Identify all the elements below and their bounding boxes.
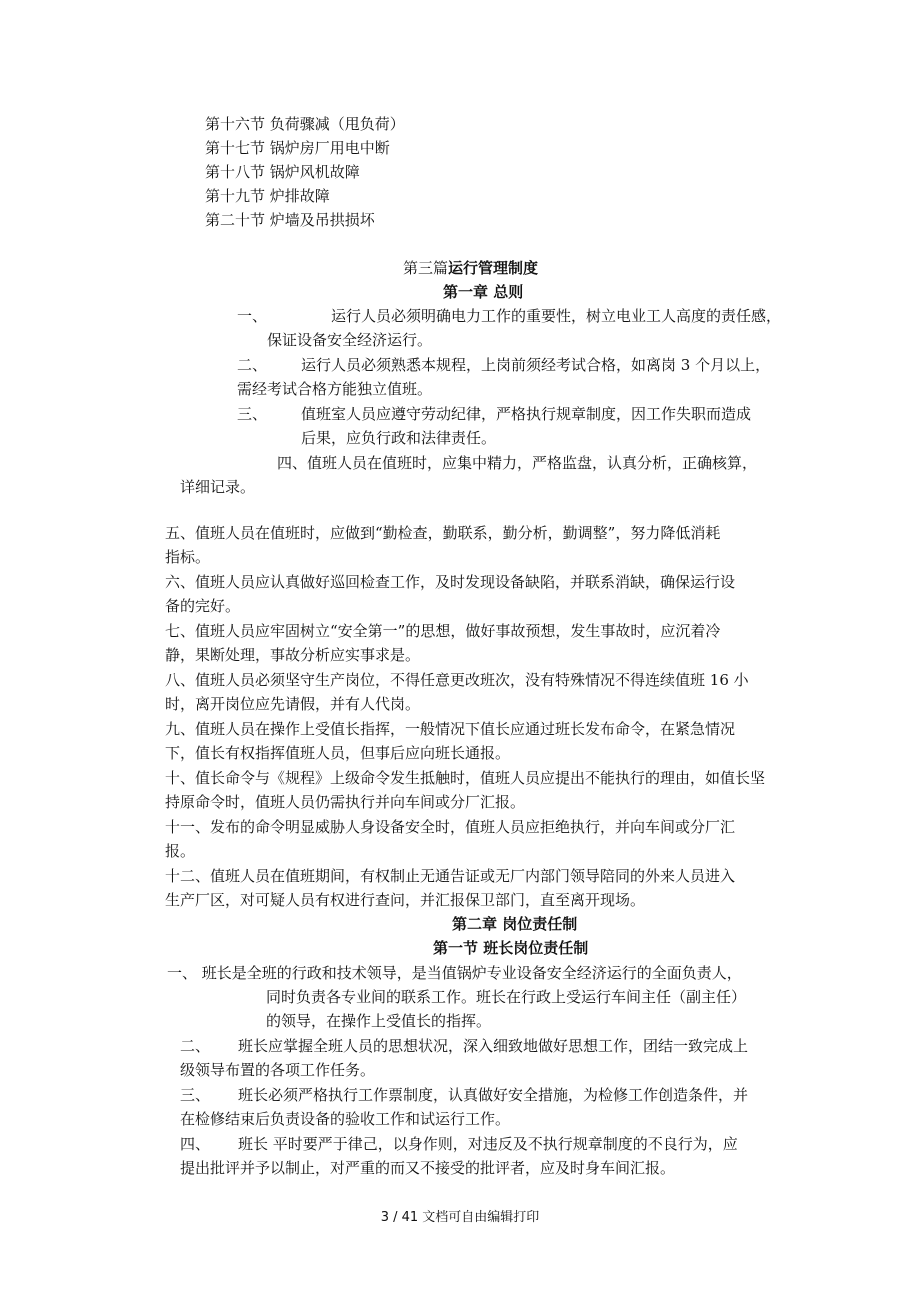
rule-text: 六、值班人员应认真做好巡回检查工作，及时发现设备缺陷，并联系消缺，确保运行设 bbox=[165, 573, 736, 591]
rule-text: 四、值班人员在值班时，应集中精力，严格监盘，认真分析，正确核算， bbox=[277, 454, 758, 472]
chapter-title: 第二章 岗位责任制 bbox=[452, 915, 578, 933]
rule-text: 十、值长命令与《规程》上级命令发生抵触时，值班人员应提出不能执行的理由，如值长坚 bbox=[165, 769, 766, 787]
rule-text: 静，果断处理，事故分析应实事求是。 bbox=[165, 646, 421, 664]
toc-item bbox=[205, 113, 405, 135]
rule-text: 生产厂区，对可疑人员有权进行查问，并汇报保卫部门，直至离开现场。 bbox=[165, 891, 646, 909]
duty-number: 三、 bbox=[180, 1086, 211, 1104]
duty-text: 班长应掌握全班人员的思想状况，深入细致地做好思想工作，团结一致完成上 bbox=[238, 1037, 749, 1055]
rule-text: 保证设备安全经济运行。 bbox=[267, 331, 433, 349]
rule-number: 一、 bbox=[237, 307, 268, 325]
rule-text: 十二、值班人员在值班期间，有权制止无通告证或无厂内部门领导陪同的外来人员进入 bbox=[165, 867, 736, 885]
rule-text: 需经考试合格方能独立值班。 bbox=[237, 380, 433, 398]
rule-number: 二、 bbox=[237, 356, 268, 374]
rule-text: 报。 bbox=[165, 842, 196, 860]
toc-section: 第二十节 bbox=[205, 211, 266, 229]
duty-text: 提出批评并予以制止，对严重的而又不接受的批评者，应及时身车间汇报。 bbox=[180, 1159, 676, 1177]
duty-text: 一、 班长是全班的行政和技术领导，是当值锅炉专业设备安全经济运行的全面负责人， bbox=[167, 964, 742, 982]
duty-text: 在检修结束后负责设备的验收工作和试运行工作。 bbox=[180, 1110, 511, 1128]
duty-text: 的领导，在操作上受值长的指挥。 bbox=[266, 1012, 492, 1030]
rule-text: 后果，应负行政和法律责任。 bbox=[301, 429, 497, 447]
toc-title: 炉排故障 bbox=[269, 187, 330, 205]
rule-text: 详细记录。 bbox=[180, 478, 256, 496]
rule-text: 五、值班人员在值班时，应做到“勤检查，勤联系，勤分析，勤调整”，努力降低消耗 bbox=[165, 524, 721, 542]
rule-text: 运行人员必须明确电力工作的重要性，树立电业工人高度的责任感， bbox=[331, 307, 782, 325]
duty-text: 级领导布置的各项工作任务。 bbox=[180, 1061, 376, 1079]
rule-text: 八、值班人员必须坚守生产岗位，不得任意更改班次，没有特殊情况不得连续值班 16 小 bbox=[165, 671, 749, 689]
rule-text: 指标。 bbox=[165, 548, 211, 566]
page-footer: 3 / 41 文档可自由编辑打印 bbox=[380, 1210, 540, 1225]
rule-text: 备的完好。 bbox=[165, 597, 241, 615]
rule-text: 下，值长有权指挥值班人员，但事后应向班长通报。 bbox=[165, 744, 511, 762]
toc-item bbox=[205, 161, 360, 183]
duty-text: 班长 平时要严于律己，以身作则，对违反及不执行规章制度的不良行为，应 bbox=[238, 1135, 738, 1153]
toc-section: 第十九节 bbox=[205, 187, 266, 205]
toc-title: 炉墙及吊拱损坏 bbox=[269, 211, 375, 229]
rule-text: 九、值班人员在操作上受值长指挥，一般情况下值长应通过班长发布命令，在紧急情况 bbox=[165, 720, 736, 738]
toc-item bbox=[205, 185, 330, 207]
toc-item bbox=[205, 137, 390, 159]
duty-text: 同时负责各专业间的联系工作。班长在行政上受运行车间主任（副主任） bbox=[266, 988, 747, 1006]
rule-text: 七、值班人员应牢固树立“安全第一”的思想，做好事故预想，发生事故时，应沉着冷 bbox=[165, 622, 721, 640]
duty-number: 二、 bbox=[180, 1037, 211, 1055]
part-title: 第三篇运行管理制度 bbox=[403, 259, 539, 277]
toc-section: 第十八节 bbox=[205, 163, 266, 181]
duty-text: 班长必须严格执行工作票制度，认真做好安全措施，为检修工作创造条件，并 bbox=[238, 1086, 749, 1104]
rule-text: 时，离开岗位应先请假，并有人代岗。 bbox=[165, 695, 421, 713]
chapter-title: 第一章 总则 bbox=[443, 283, 524, 301]
rule-number: 三、 bbox=[237, 405, 268, 423]
rule-text: 十一、发布的命令明显威胁人身设备安全时，值班人员应拒绝执行，并向车间或分厂汇 bbox=[165, 818, 736, 836]
duty-number: 四、 bbox=[180, 1135, 211, 1153]
toc-item bbox=[205, 209, 375, 231]
toc-title: 锅炉风机故障 bbox=[269, 163, 360, 181]
toc-section: 第十七节 bbox=[205, 139, 266, 157]
rule-text: 运行人员必须熟悉本规程，上岗前须经考试合格，如离岗 3 个月以上， bbox=[301, 356, 771, 374]
rule-text: 持原命令时，值班人员仍需执行并向车间或分厂汇报。 bbox=[165, 793, 526, 811]
toc-title: 锅炉房厂用电中断 bbox=[269, 139, 390, 157]
toc-section: 第十六节 bbox=[205, 115, 266, 133]
toc-title: 负荷骤减（甩负荷） bbox=[269, 115, 405, 133]
rule-text: 值班室人员应遵守劳动纪律，严格执行规章制度，因工作失职而造成 bbox=[301, 405, 752, 423]
section-title: 第一节 班长岗位责任制 bbox=[433, 939, 589, 957]
